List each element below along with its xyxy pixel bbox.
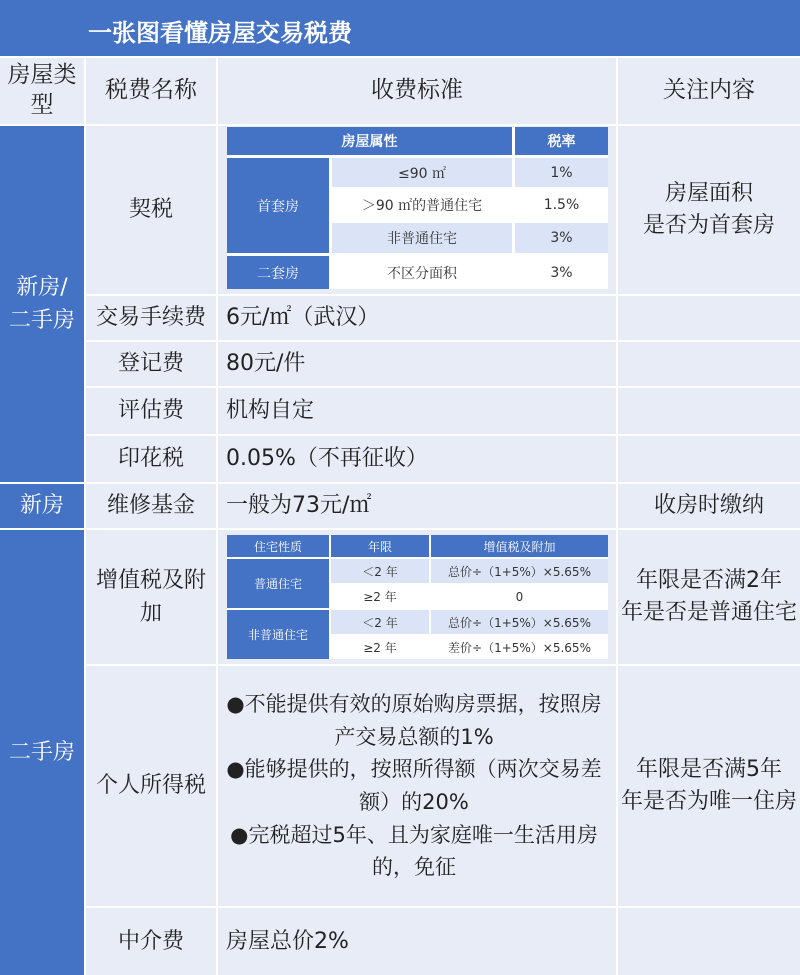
stamp-tax-name: 印花税	[86, 436, 216, 482]
vat-table-header-type: 住宅性质	[227, 535, 329, 557]
vat-table-tax: 差价÷（1+5%）×5.65%	[431, 636, 608, 659]
vat-table-years: ≥2 年	[331, 636, 429, 659]
vat-table-group-non-ordinary: 非普通住宅	[227, 610, 329, 659]
vat-table-header-years: 年限	[331, 535, 429, 557]
vat-table-group-ordinary: 普通住宅	[227, 559, 329, 608]
page-title: 一张图看懂房屋交易税费	[88, 19, 352, 47]
deed-tax-focus: 房屋面积 是否为首套房	[618, 126, 800, 294]
header-standard: 收费标准	[218, 58, 616, 124]
vat-name: 增值税及附 加	[86, 530, 216, 664]
appraisal-fee-standard: 机构自定	[218, 388, 616, 434]
appraisal-fee-focus	[618, 388, 800, 434]
registration-fee-standard: 80元/件	[218, 342, 616, 386]
handling-fee-name: 交易手续费	[86, 296, 216, 340]
deed-table-attr: 不区分面积	[332, 256, 512, 289]
appraisal-fee-name: 评估费	[86, 388, 216, 434]
handling-fee-focus	[618, 296, 800, 340]
handling-fee-standard: 6元/㎡（武汉）	[218, 296, 616, 340]
deed-table-attr: ≤90 ㎡	[332, 158, 512, 187]
agency-fee-focus	[618, 908, 800, 975]
maintenance-fund-name: 维修基金	[86, 484, 216, 528]
header-house-type: 房屋类 型	[0, 58, 84, 124]
vat-table-tax: 总价÷（1+5%）×5.65%	[431, 559, 608, 583]
title-bar	[0, 0, 800, 56]
vat-table	[227, 535, 608, 659]
deed-table-group-second: 二套房	[227, 256, 329, 289]
stamp-tax-standard: 0.05%（不再征收）	[218, 436, 616, 482]
deed-table-header-attr: 房屋属性	[227, 127, 512, 155]
header-fee-name: 税费名称	[86, 58, 216, 124]
income-tax-focus: 年限是否满5年 年是否为唯一住房	[618, 666, 800, 906]
maintenance-fund-focus: 收房时缴纳	[618, 484, 800, 528]
deed-tax-name: 契税	[86, 126, 216, 294]
vat-table-years: ≥2 年	[331, 585, 429, 608]
deed-table-group-first: 首套房	[227, 158, 329, 253]
type-second-hand: 二手房	[0, 530, 84, 975]
deed-table-rate: 3%	[515, 256, 608, 289]
agency-fee-standard: 房屋总价2%	[218, 908, 616, 975]
income-tax-bullet-1: ●不能提供有效的原始购房票据，按照房产交易总额的1%	[226, 692, 602, 749]
agency-fee-name: 中介费	[86, 908, 216, 975]
vat-table-tax: 0	[431, 585, 608, 608]
vat-table-header-tax: 增值税及附加	[431, 535, 608, 557]
income-tax-name: 个人所得税	[86, 666, 216, 906]
deed-table-rate: 3%	[515, 223, 608, 253]
income-tax-bullet-3: ●完税超过5年、且为家庭唯一生活用房的，免征	[230, 822, 598, 880]
registration-fee-focus	[618, 342, 800, 386]
deed-table-rate: 1.5%	[515, 190, 608, 220]
deed-table-header-rate: 税率	[515, 127, 608, 155]
header-focus: 关注内容	[618, 58, 800, 124]
vat-table-years: ＜2 年	[331, 559, 429, 583]
deed-table-attr: 非普通住宅	[332, 223, 512, 253]
deed-table-rate: 1%	[515, 158, 608, 187]
type-new: 新房	[0, 484, 84, 528]
vat-table-tax: 总价÷（1+5%）×5.65%	[431, 610, 608, 634]
deed-tax-rate-table	[227, 127, 608, 289]
stamp-tax-focus	[618, 436, 800, 482]
deed-table-attr: ＞90 ㎡的普通住宅	[332, 190, 512, 220]
income-tax-standard	[218, 666, 616, 906]
registration-fee-name: 登记费	[86, 342, 216, 386]
maintenance-fund-standard: 一般为73元/㎡	[218, 484, 616, 528]
income-tax-bullet-2: ●能够提供的，按照所得额（两次交易差额）的20%	[226, 757, 602, 814]
vat-table-years: ＜2 年	[331, 610, 429, 634]
vat-focus: 年限是否满2年 年是否是普通住宅	[618, 530, 800, 664]
type-new-and-second: 新房/ 二手房	[0, 126, 84, 482]
